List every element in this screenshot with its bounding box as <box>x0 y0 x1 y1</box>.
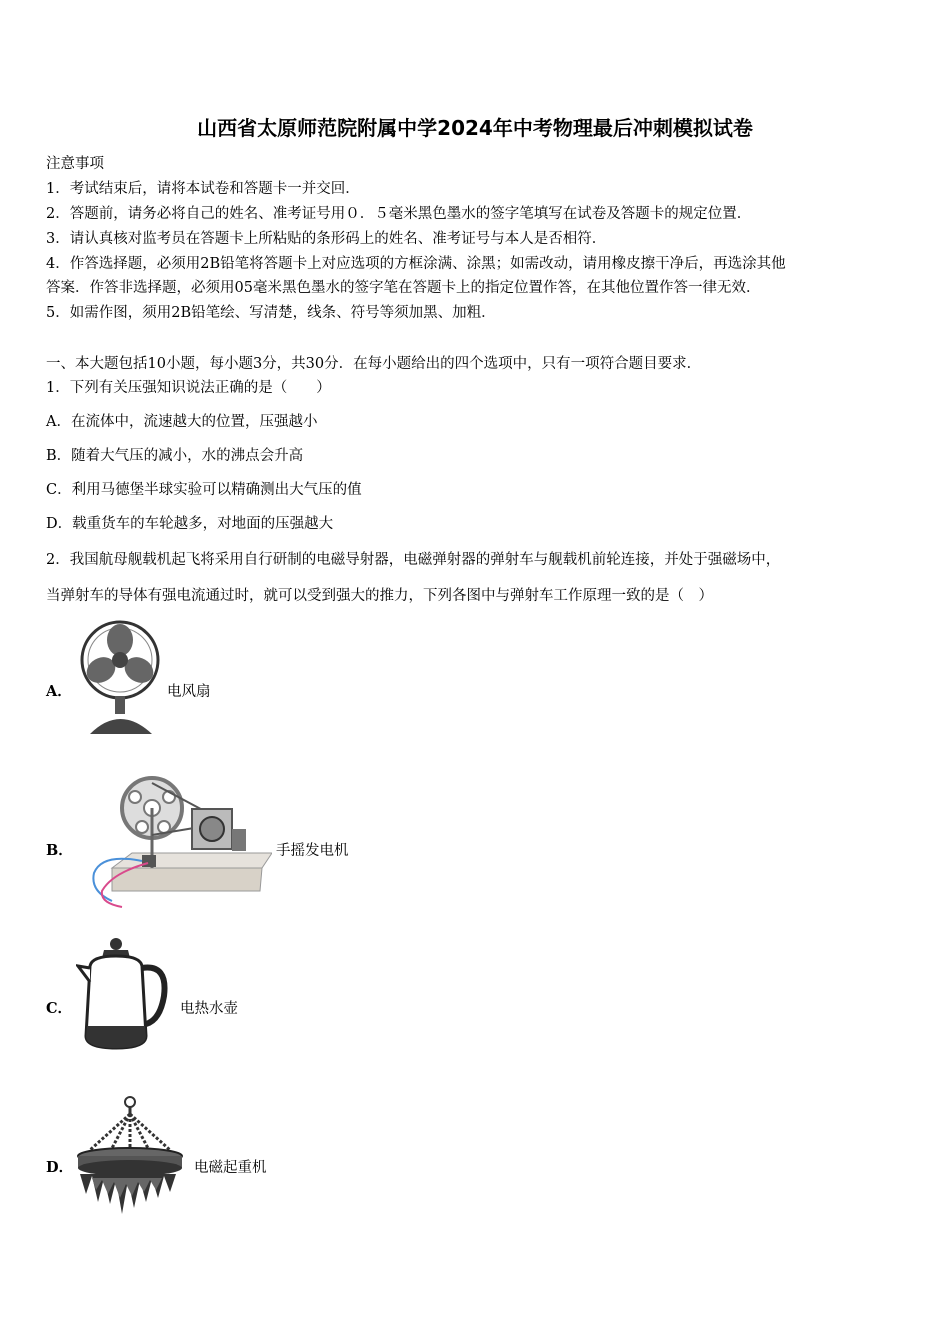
notice-item: 3．请认真核对监考员在答题卡上所粘贴的条形码上的姓名、准考证号与本人是否相符． <box>46 231 607 247</box>
option-c-label: 电热水壶 <box>180 1001 238 1017</box>
section-heading: 一、本大题包括10小题，每小题3分，共30分．在每小题给出的四个选项中，只有一项符合题目要求． <box>46 356 702 372</box>
notice-item: 2．答题前，请务必将自己的姓名、准考证号用０．５毫米黑色墨水的签字笔填写在试卷及答题卡的规定位置． <box>46 206 752 222</box>
question-2-stem-line2: 当弹射车的导体有强电流通过时，就可以受到强大的推力，下列各图中与弹射车工作原理一致的是（ ） <box>46 588 713 604</box>
option-c-letter: C． <box>46 1000 73 1017</box>
electric-fan-image <box>76 618 162 738</box>
question-1-stem: 1．下列有关压强知识说法正确的是（ ） <box>46 380 331 396</box>
notice-item: 4．作答选择题，必须用2B铅笔将答题卡上对应选项的方框涂满、涂黑；如需改动，请用橡皮擦干净后，再选涂其他 <box>46 256 786 272</box>
notice-item: 1．考试结束后，请将本试卷和答题卡一并交回． <box>46 181 360 197</box>
option-d-letter: D． <box>46 1159 74 1176</box>
notice-item: 5．如需作图，须用2B铅笔绘、写清楚，线条、符号等须加黑、加粗． <box>46 305 496 321</box>
notice-item: 答案．作答非选择题，必须用05毫米黑色墨水的签字笔在答题卡上的指定位置作答，在其他位置作答一律无效． <box>46 280 761 296</box>
notice-heading: 注意事项 <box>46 156 104 172</box>
hand-crank-generator-image <box>72 773 272 911</box>
question-1-option-a: A．在流体中，流速越大的位置，压强越小 <box>46 414 318 430</box>
electric-kettle-image <box>76 936 174 1056</box>
option-b-letter: B． <box>46 842 73 859</box>
question-1-option-b: B．随着大气压的减小，水的沸点会升高 <box>46 448 304 464</box>
question-1-option-c: C．利用马德堡半球实验可以精确测出大气压的值 <box>46 482 362 498</box>
option-a-letter: A． <box>46 683 72 700</box>
option-d-label: 电磁起重机 <box>194 1160 267 1176</box>
question-1-option-d: D．载重货车的车轮越多，对地面的压强越大 <box>46 516 334 532</box>
question-2-stem-line1: 2．我国航母舰载机起飞将采用自行研制的电磁导射器，电磁弹射器的弹射车与舰载机前轮连接，并处于强磁场中， <box>46 552 781 568</box>
electromagnetic-crane-image <box>72 1094 188 1224</box>
option-b-label: 手摇发电机 <box>276 843 349 859</box>
option-a-label: 电风扇 <box>167 684 211 700</box>
page-title: 山西省太原师范院附属中学2024年中考物理最后冲刺模拟试卷 <box>197 116 753 140</box>
